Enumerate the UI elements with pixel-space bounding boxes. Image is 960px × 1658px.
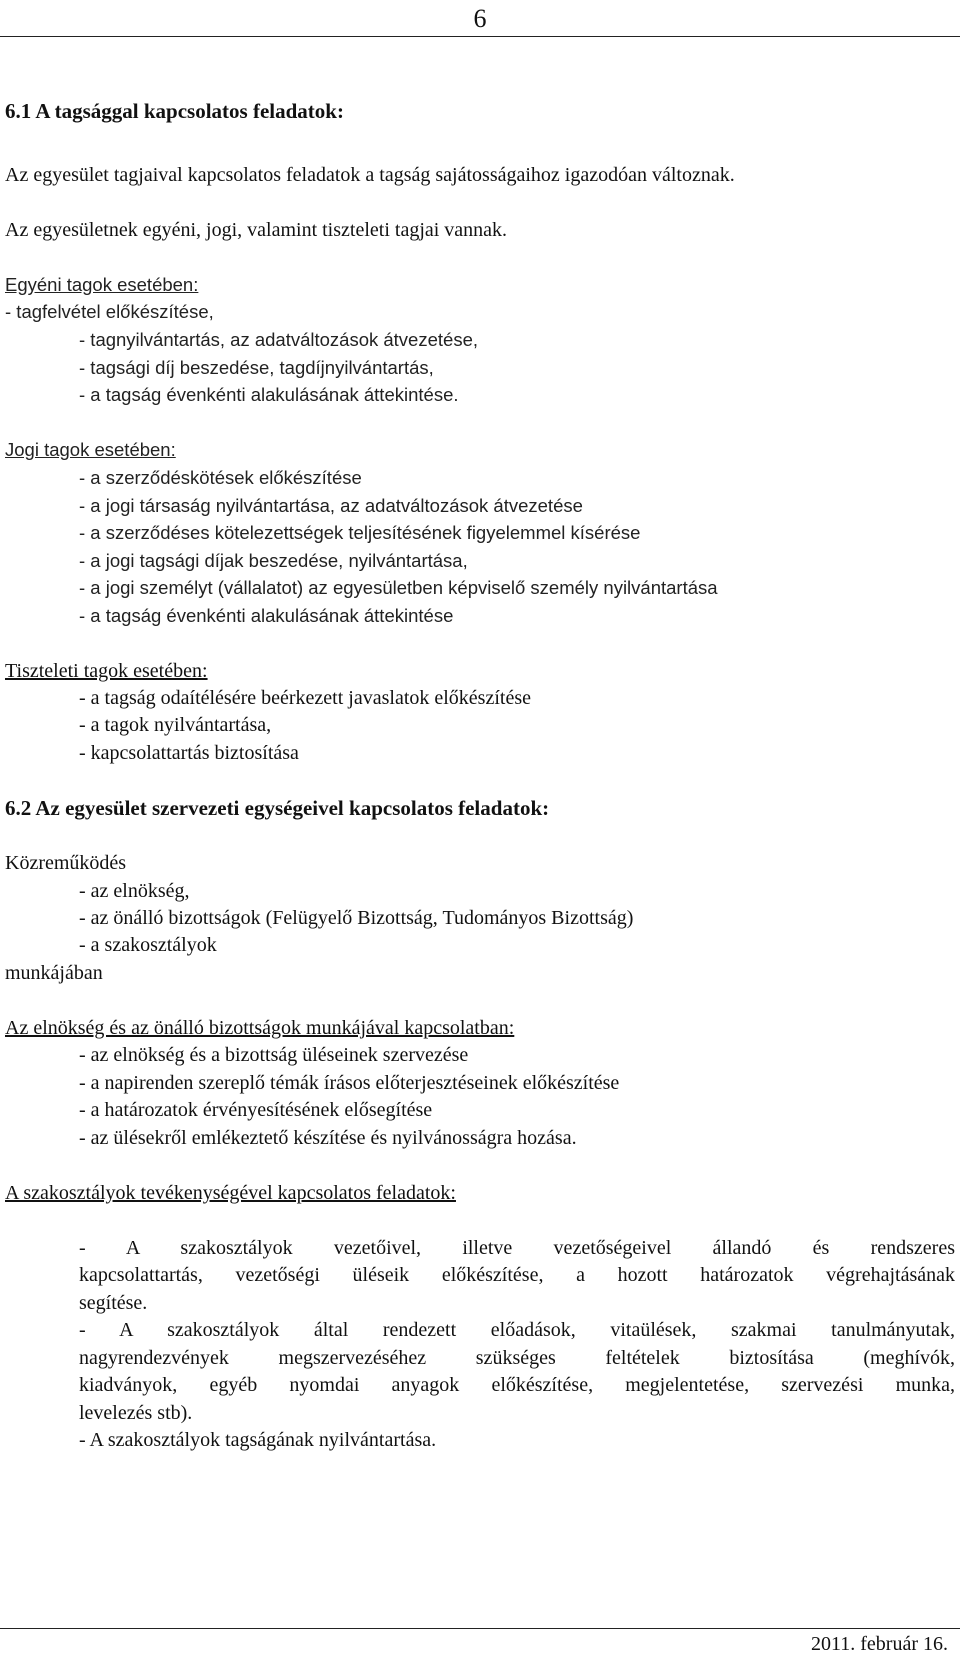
- paragraph-line: kiadványok, egyéb nyomdai anyagok előkészítése, megjelentetése, szervezési munka,: [79, 1374, 955, 1396]
- list-item: - a határozatok érvényesítésének elősegítése: [79, 1099, 433, 1121]
- list-item: - kapcsolattartás biztosítása: [79, 742, 299, 764]
- paragraph-line: - A szakosztályok tagságának nyilvántartása.: [79, 1429, 437, 1451]
- footer-date: 2011. február 16.: [811, 1633, 948, 1655]
- paragraph: Az egyesület tagjaival kapcsolatos feladatok a tagság sajátosságaihoz igazodóan változnak.: [5, 164, 735, 186]
- paragraph-line: nagyrendezvények megszervezéséhez szükséges feltételek biztosítása (meghívók,: [79, 1347, 955, 1369]
- section-title: 6.2 Az egyesület szervezeti egységeivel kapcsolatos feladatok:: [5, 796, 550, 820]
- header-divider: [0, 36, 960, 37]
- list-item: - az elnökség,: [79, 880, 190, 902]
- list-item: - a tagok nyilvántartása,: [79, 714, 272, 736]
- list-item: - a jogi tagsági díjak beszedése, nyilvántartása,: [79, 550, 468, 571]
- subheading-sections: A szakosztályok tevékenységével kapcsolatos feladatok:: [5, 1182, 456, 1204]
- paragraph-line: segítése.: [79, 1292, 148, 1314]
- list-item: - a szakosztályok: [79, 934, 217, 956]
- subheading-individual: Egyéni tagok esetében:: [5, 274, 199, 295]
- list-item: - a tagság odaítélésére beérkezett javaslatok előkészítése: [79, 687, 531, 709]
- list-item: - a tagság évenkénti alakulásának áttekintése: [79, 605, 454, 626]
- list-item: - az elnökség és a bizottság üléseinek szervezése: [79, 1044, 469, 1066]
- footer-divider: [0, 1628, 960, 1629]
- list-item: - tagfelvétel előkészítése,: [5, 301, 214, 322]
- paragraph: Közreműködés: [5, 852, 127, 874]
- paragraph-line: levelezés stb).: [79, 1402, 193, 1424]
- paragraph-line: - A szakosztályok által rendezett előadások, vitaülések, szakmai tanulmányutak,: [79, 1319, 955, 1341]
- subheading-presidency: Az elnökség és az önálló bizottságok munkájával kapcsolatban:: [5, 1017, 515, 1039]
- list-item: - a szerződéses kötelezettségek teljesítésének figyelemmel kísérése: [79, 522, 641, 543]
- section-title: 6.1 A tagsággal kapcsolatos feladatok:: [5, 99, 344, 123]
- paragraph: Az egyesületnek egyéni, jogi, valamint tiszteleti tagjai vannak.: [5, 219, 508, 241]
- paragraph-line: kapcsolattartás, vezetőségi üléseik előkészítése, a hozott határozatok végrehajtásának: [79, 1264, 955, 1286]
- list-item: - a szerződéskötések előkészítése: [79, 467, 362, 488]
- subheading-honorary: Tiszteleti tagok esetében:: [5, 660, 208, 682]
- list-item: - tagnyilvántartás, az adatváltozások átvezetése,: [79, 329, 478, 350]
- list-item: - a tagság évenkénti alakulásának áttekintése.: [79, 384, 459, 405]
- list-item: - a jogi személyt (vállalatot) az egyesületben képviselő személy nyilvántartása: [79, 577, 718, 598]
- subheading-legal: Jogi tagok esetében:: [5, 439, 176, 460]
- list-item: - az ülésekről emlékeztető készítése és nyilvánosságra hozása.: [79, 1127, 577, 1149]
- list-item: - tagsági díj beszedése, tagdíjnyilvántartás,: [79, 357, 434, 378]
- list-item: - a jogi társaság nyilvántartása, az adatváltozások átvezetése: [79, 495, 583, 516]
- paragraph: munkájában: [5, 962, 103, 984]
- page-number: 6: [473, 4, 487, 33]
- list-item: - a napirenden szereplő témák írásos előterjesztéseinek előkészítése: [79, 1072, 620, 1094]
- paragraph-line: - A szakosztályok vezetőivel, illetve vezetőségeivel állandó és rendszeres: [79, 1237, 955, 1259]
- list-item: - az önálló bizottságok (Felügyelő Bizottság, Tudományos Bizottság): [79, 907, 634, 929]
